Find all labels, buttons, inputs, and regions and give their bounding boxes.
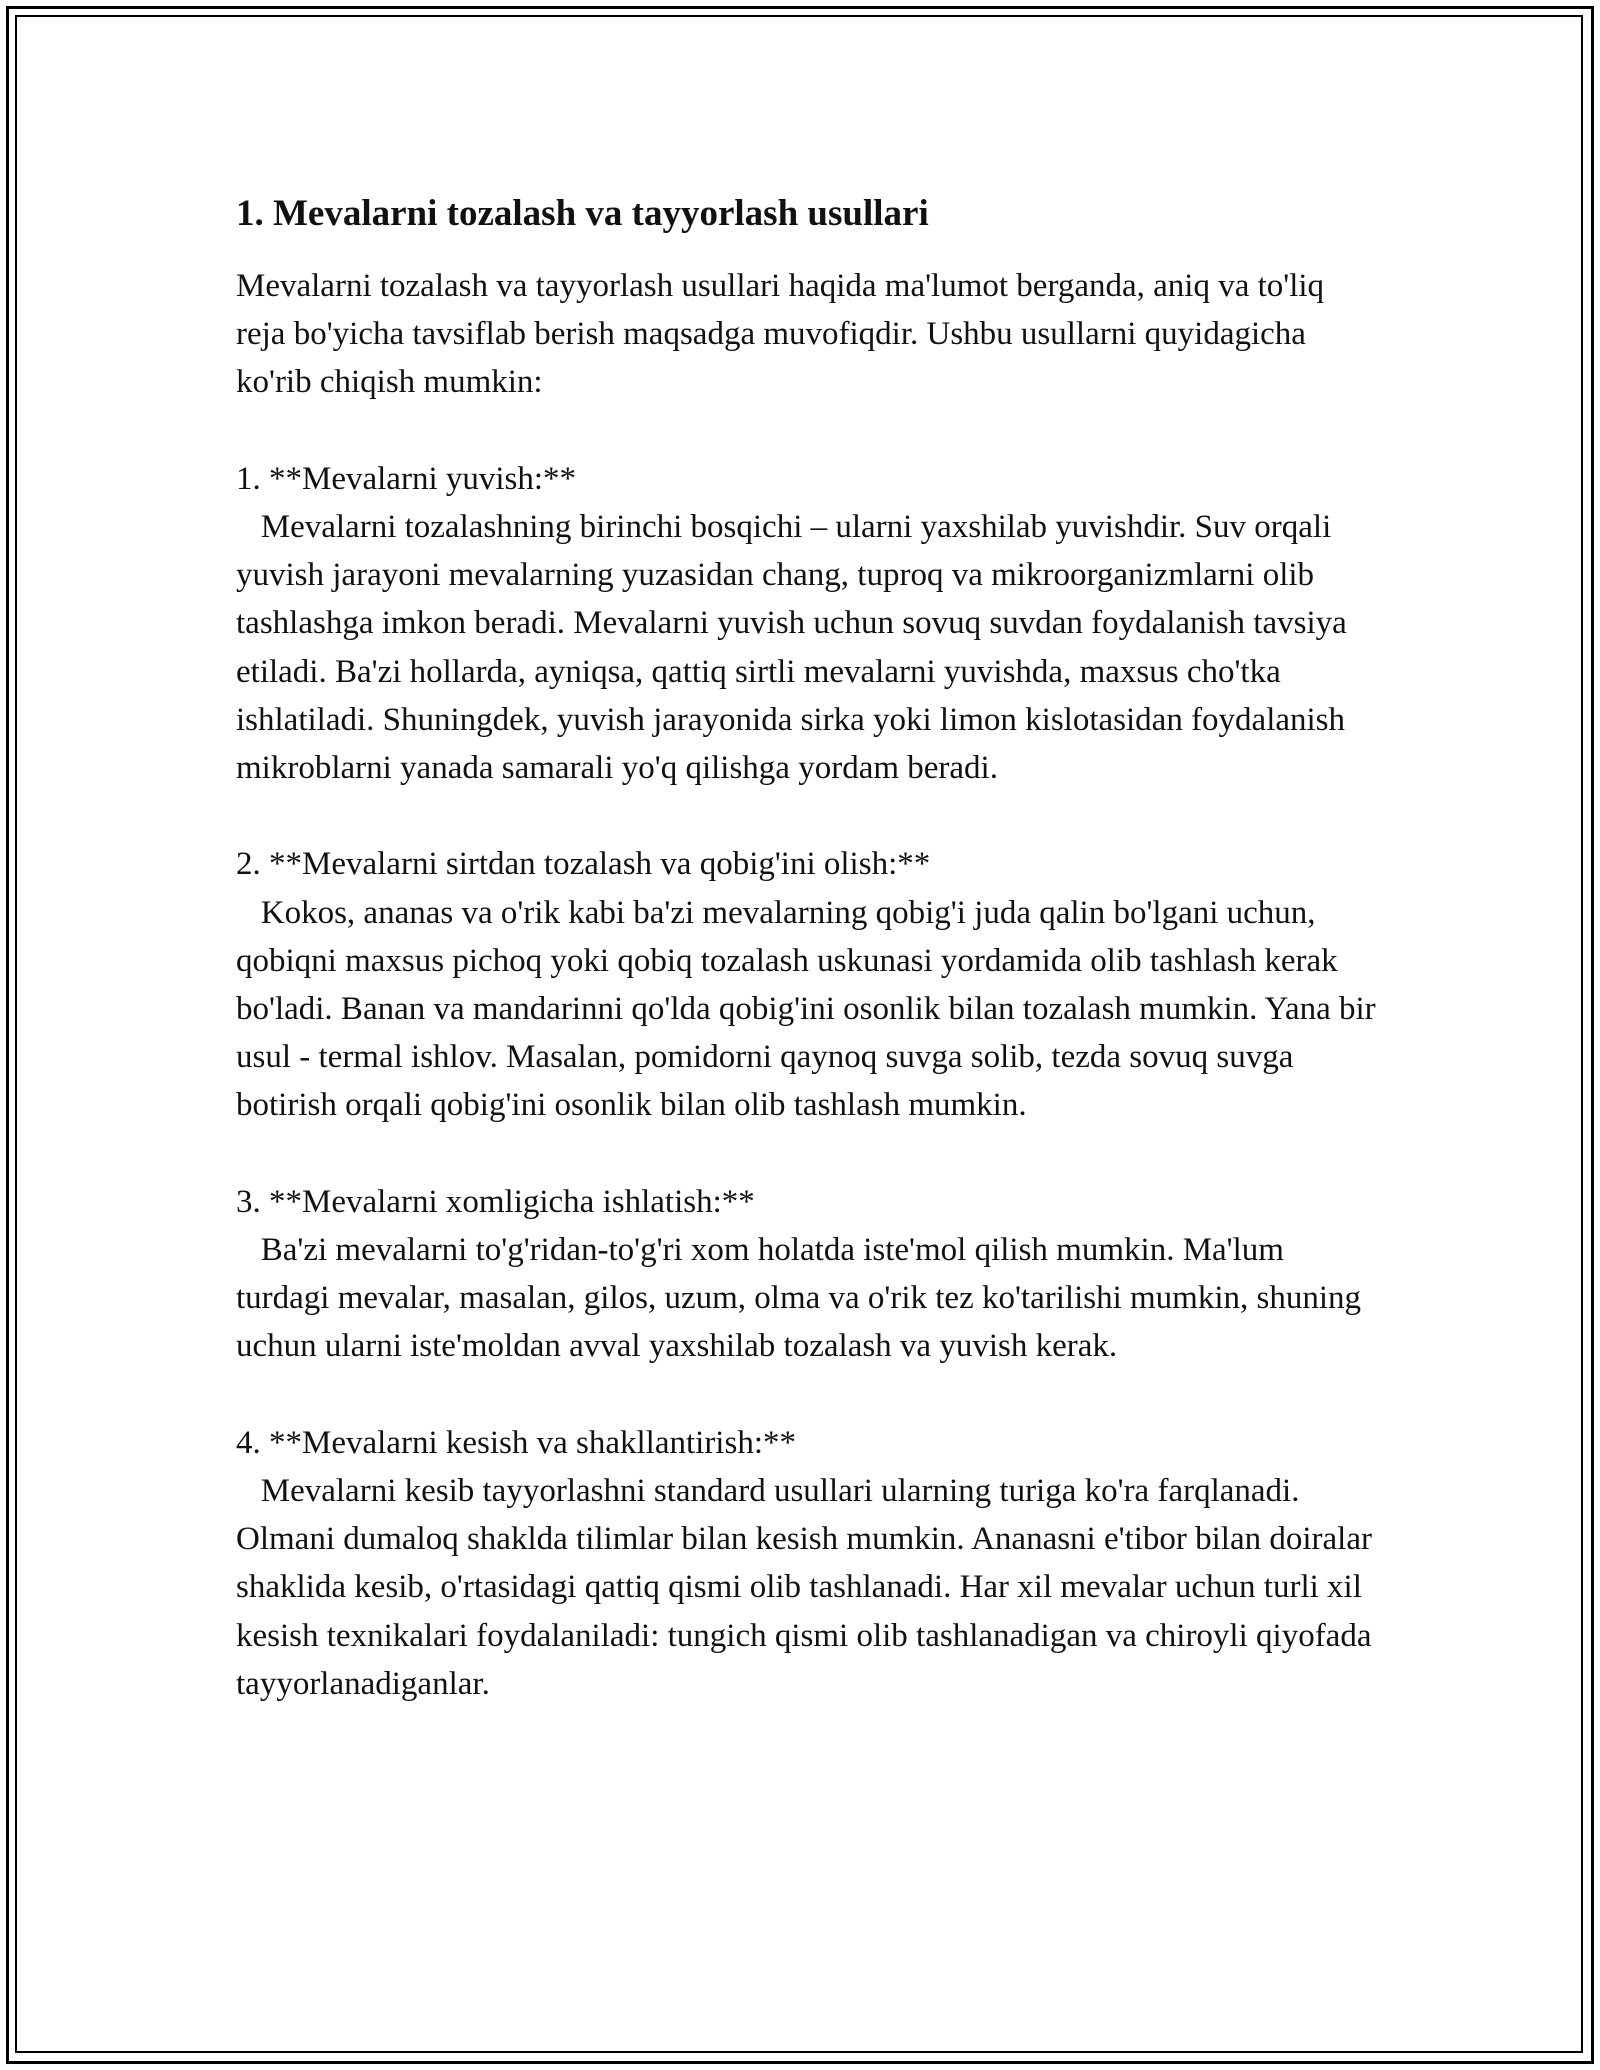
section-heading-washing: 1. **Mevalarni yuvish:** <box>236 460 577 497</box>
page-title: 1. Mevalarni tozalash va tayyorlash usullari <box>236 193 929 234</box>
section-body-raw: Ba'zi mevalarni to'g'ridan-to'g'ri xom holatda iste'mol qilish mumkin. Ma'lum turdagi mevalar, masalan, gilos, uzum, olma va o'rik tez ko'tarilishi mumkin, shuning uchun ularni iste'moldan avval yaxshilab tozalash va yuvish kerak. <box>236 1232 1370 1365</box>
section-heading-cutting: 4. **Mevalarni kesish va shakllantirish:** <box>236 1424 796 1461</box>
section-body-washing: Mevalarni tozalashning birinchi bosqichi – ularni yaxshilab yuvishdir. Suv orqali yuvish jarayoni mevalarning yuzasidan chang, tuproq va mikroorganizmlarni olib tashlashga imkon beradi. Mevalarni yuvish uchun sovuq suvdan foydalanish tavsiya etiladi. Ba'zi hollarda, ayniqsa, qattiq sirtli mevalarni yuvishda, maxsus cho'tka ishlatiladi. Shuningdek, yuvish jarayonida sirka yoki limon kislotasidan foydalanish mikroblarni yanada samarali yo'q qilishga yordam beradi. <box>236 509 1356 787</box>
section-body-cutting: Mevalarni kesib tayyorlashni standard usullari ularning turiga ko'ra farqlanadi. Olmani dumaloq shaklda tilimlar bilan kesish mumkin. Ananasni e'tibor bilan doiralar shaklida kesib, o'rtasidagi qattiq qismi olib tashlanadi. Har xil mevalar uchun turli xil kesish texnikalari foydalaniladi: tungich qismi olib tashlanadigan va chiroyli qiyofada tayyorlanadiganlar. <box>236 1473 1381 1702</box>
intro-paragraph: Mevalarni tozalash va tayyorlash usullari haqida ma'lumot berganda, aniq va to'liq reja bo'yicha tavsiflab berish maqsadga muvofiqdir. Ushbu usullarni quyidagicha ko'rib chiqish mumkin: <box>236 268 1333 401</box>
paragraph-gap <box>236 407 1376 455</box>
document-body <box>236 190 1384 1708</box>
paragraph-gap <box>236 1130 1376 1178</box>
paragraph-gap <box>236 792 1376 840</box>
section-heading-raw: 3. **Mevalarni xomligicha ishlatish:** <box>236 1183 755 1220</box>
paragraph-gap <box>236 1371 1376 1419</box>
section-body-peeling: Kokos, ananas va o'rik kabi ba'zi mevalarning qobig'i juda qalin bo'lgani uchun, qobiqni maxsus pichoq yoki qobiq tozalash uskunasi yordamida olib tashlash kerak bo'ladi. Banan va mandarinni qo'lda qobig'ini osonlik bilan tozalash mumkin. Yana bir usul - termal ishlov. Masalan, pomidorni qaynoq suvga solib, tezda sovuq suvga botirish orqali qobig'ini osonlik bilan olib tashlash mumkin. <box>236 894 1384 1124</box>
section-heading-peeling: 2. **Mevalarni sirtdan tozalash va qobig'ini olish:** <box>236 846 931 883</box>
